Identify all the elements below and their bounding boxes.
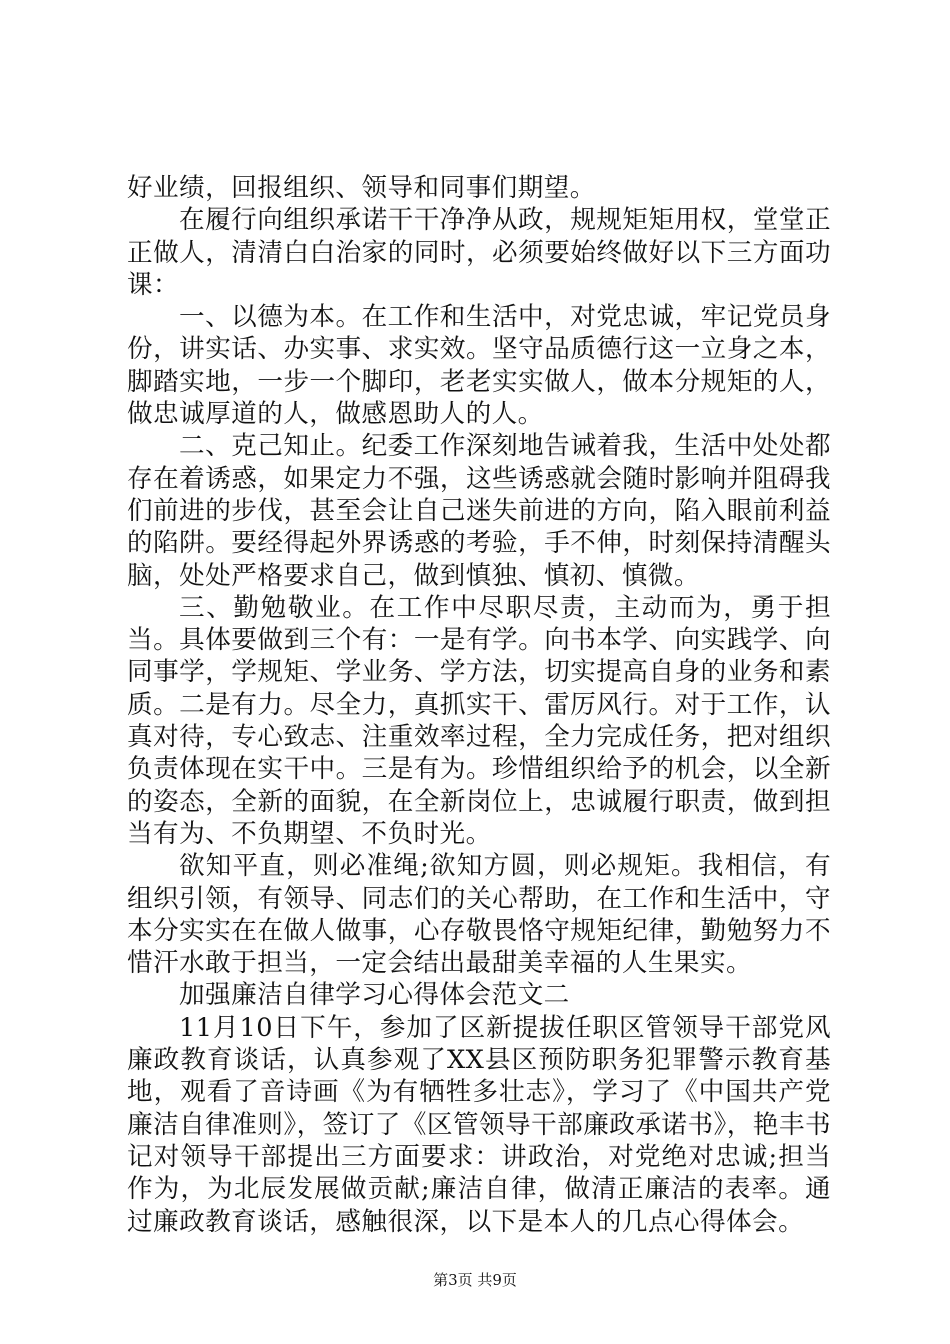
paragraph-conclusion: 欲知平直，则必准绳;欲知方圆，则必规矩。我相信，有组织引领，有领导、同志们的关心帮助，在工作和生活中，守本分实实在在做人做事，心存敬畏恪守规矩纪律，勤勉努力不惜汗水敢于担当，一定会结出最甜美幸福的人生果实。 xyxy=(127,851,831,979)
paragraph-commitment: 在履行向组织承诺干干净净从政，规规矩矩用权，堂堂正正做人，清清白白治家的同时，必须要始终做好以下三方面功课： xyxy=(127,205,831,300)
paragraph-section-two-intro: 11月10日下午，参加了区新提拔任职区管领导干部党风廉政教育谈话，认真参观了XX县区预防职务犯罪警示教育基地，观看了音诗画《为有牺牲多壮志》，学习了《中国共产党廉洁自律准则》，签订了《区管领导干部廉政承诺书》，艳丰书记对领导干部提出三方面要求：讲政治，对党绝对忠诚;担当作为，为北辰发展做贡献;廉洁自律，做清正廉洁的表率。通过廉政教育谈话，感触很深，以下是本人的几点心得体会。 xyxy=(127,1012,831,1237)
paragraph-point-two: 二、克己知止。纪委工作深刻地告诫着我，生活中处处都存在着诱惑，如果定力不强，这些诱惑就会随时影响并阻碍我们前进的步伐，甚至会让自己迷失前进的方向，陷入眼前利益的陷阱。要经得起外界诱惑的考验，手不伸，时刻保持清醒头脑，处处严格要求自己，做到慎独、慎初、慎微。 xyxy=(127,431,831,591)
paragraph-point-three: 三、勤勉敬业。在工作中尽职尽责，主动而为，勇于担当。具体要做到三个有：一是有学。向书本学、向实践学、向同事学，学规矩、学业务、学方法，切实提高自身的业务和素质。二是有力。尽全力，真抓实干、雷厉风行。对于工作，认真对待，专心致志、注重效率过程，全力完成任务，把对组织负责体现在实干中。三是有为。珍惜组织给予的机会，以全新的姿态，全新的面貌，在全新岗位上，忠诚履行职责，做到担当有为、不负期望、不负时光。 xyxy=(127,592,831,849)
page-number-footer: 第3页 共9页 xyxy=(433,1271,517,1289)
paragraph-point-one: 一、以德为本。在工作和生活中，对党忠诚，牢记党员身份，讲实话、办实事、求实效。坚守品质德行这一立身之本，脚踏实地，一步一个脚印，老老实实做人，做本分规矩的人，做忠诚厚道的人，做感恩助人的人。 xyxy=(127,302,831,430)
section-heading: 加强廉洁自律学习心得体会范文二 xyxy=(179,980,570,1011)
paragraph-continued: 好业绩，回报组织、领导和同事们期望。 xyxy=(127,173,596,203)
document-body xyxy=(127,172,831,1238)
